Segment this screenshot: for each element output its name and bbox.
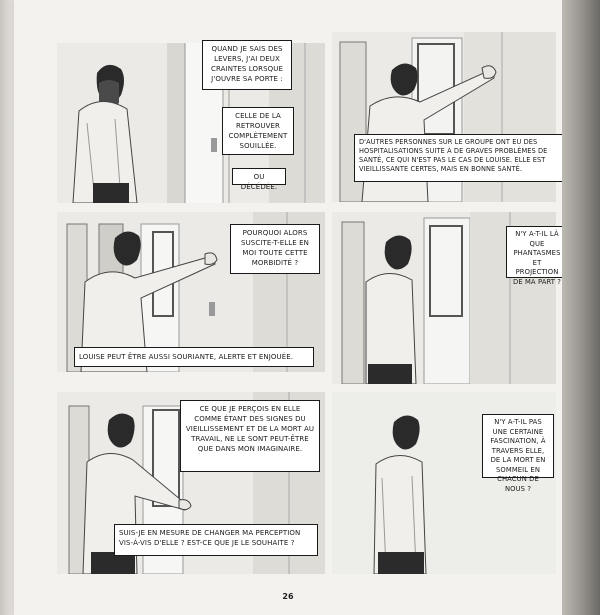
caption-3a: POURQUOI ALORS SUSCITE-T-ELLE EN MOI TOUTE CETTE MORBIDITÉ ? <box>230 224 320 274</box>
caption-4a: N'Y A-T-IL LÀ QUE PHANTASMES ET PROJECTION DE MA PART ? <box>506 226 568 278</box>
caption-5b: SUIS-JE EN MESURE DE CHANGER MA PERCEPTION VIS-À-VIS D'ELLE ? EST-CE QUE JE LE SOUHAITE ? <box>114 524 318 556</box>
caption-6a: N'Y A-T-IL PAS UNE CERTAINE FASCINATION, À TRAVERS ELLE, DE LA MORT EN SOMMEIL EN CHACUN DE NOUS ? <box>482 414 554 478</box>
page-number: 26 <box>282 592 294 601</box>
book-edge-right <box>562 0 600 615</box>
caption-5a: CE QUE JE PERÇOIS EN ELLE COMME ÉTANT DES SIGNES DU VIEILLISSEMENT ET DE LA MORT AU TRAVAIL, NE LE SONT PEUT-ÊTRE QUE DANS MON IMAGINAIRE. <box>180 400 320 472</box>
comic-page <box>14 0 562 615</box>
caption-3b: LOUISE PEUT ÊTRE AUSSI SOURIANTE, ALERTE ET ENJOUÉE. <box>74 347 314 367</box>
caption-2a: D'AUTRES PERSONNES SUR LE GROUPE ONT EU DES HOSPITALISATIONS SUITE À DE GRAVES PROBLÈMES DE SANTÉ, CE QUI N'EST PAS LE CAS DE LOUISE. ELLE EST VIEILLISSANTE CERTES, MAIS EN BONNE SANTÉ. <box>354 134 576 182</box>
caption-1c: OU DÉCÉDÉE. <box>232 168 286 185</box>
caption-1a: QUAND JE SAIS DES LEVERS, J'AI DEUX CRAINTES LORSQUE J'OUVRE SA PORTE : <box>202 40 292 90</box>
caption-1b: CELLE DE LA RETROUVER COMPLÈTEMENT SOUILLÉE. <box>222 107 294 155</box>
page-gutter-left <box>0 0 14 615</box>
